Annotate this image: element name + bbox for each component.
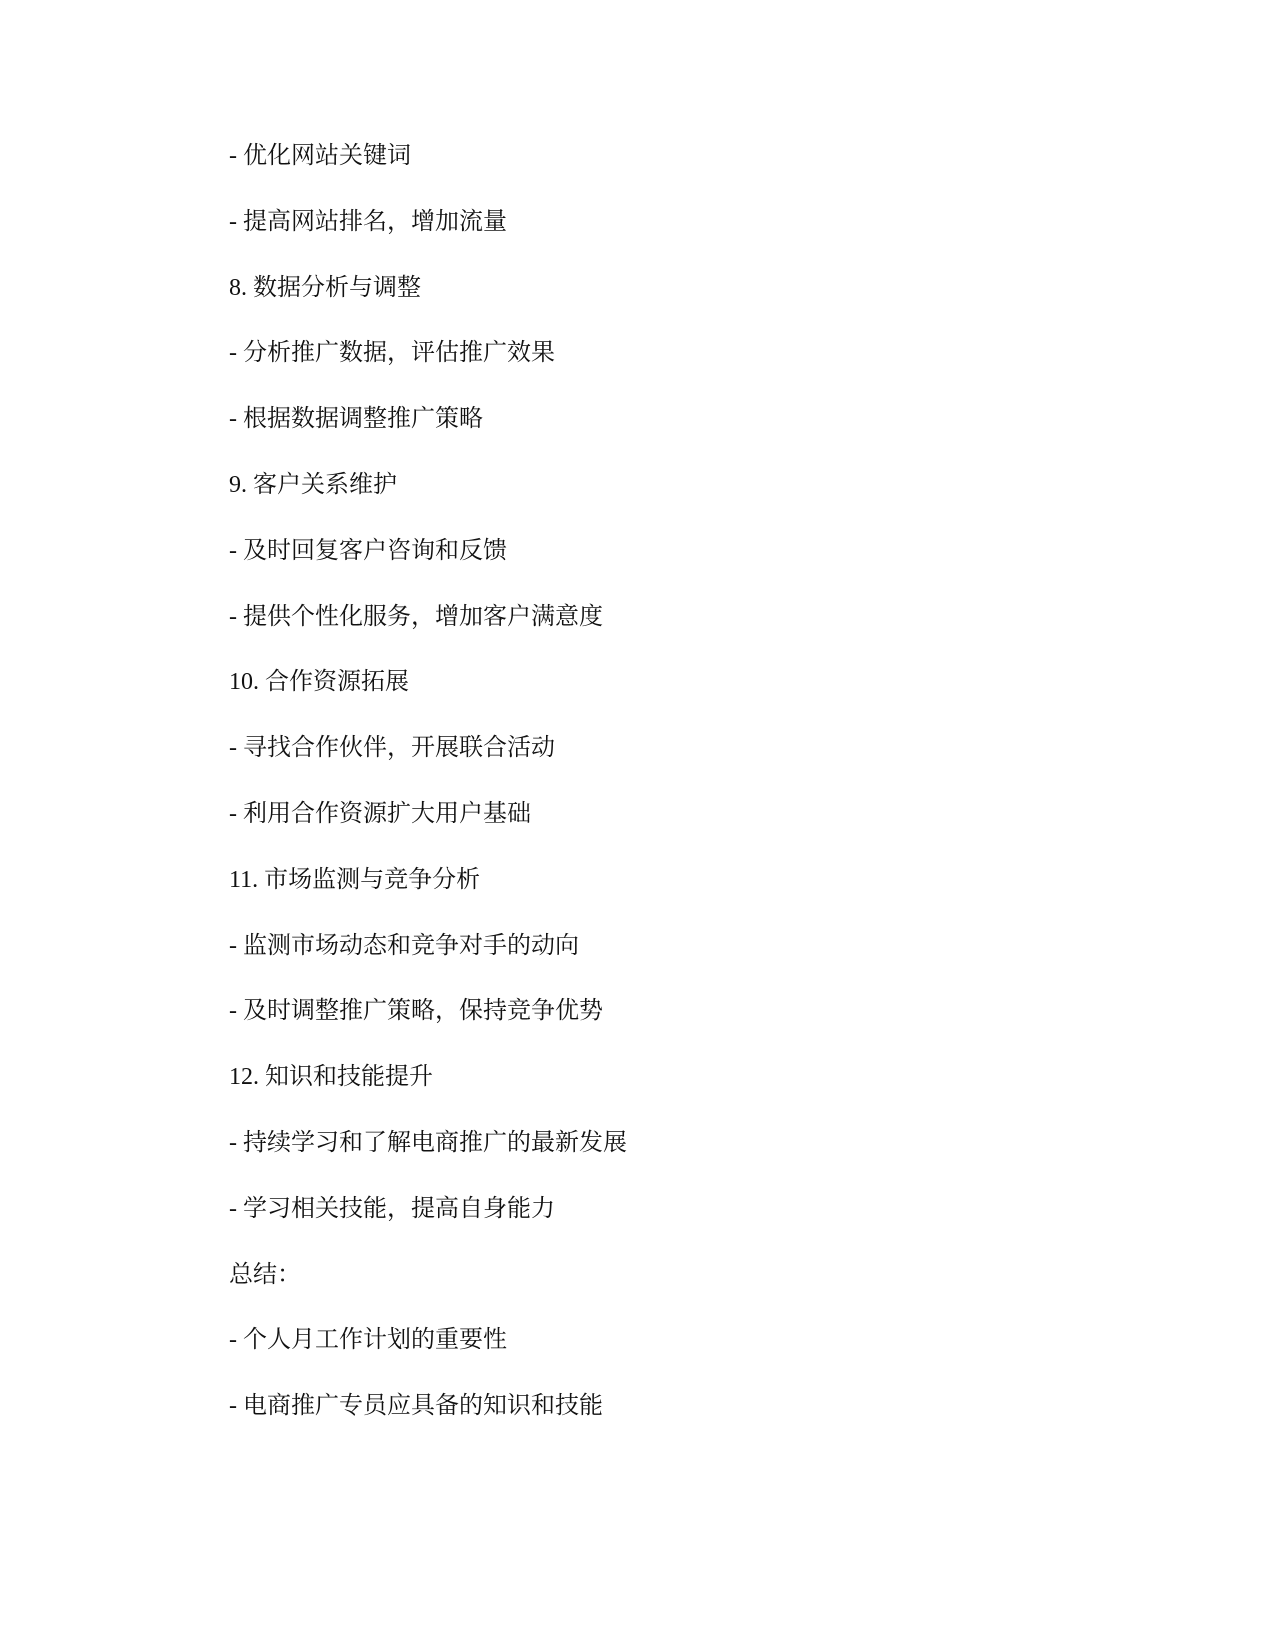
bullet-find-partners: - 寻找合作伙伴，开展联合活动: [229, 735, 555, 762]
bullet-adjust-strategy: - 根据数据调整推广策略: [229, 406, 483, 433]
summary-bullet-required-skills: - 电商推广专员应具备的知识和技能: [229, 1393, 603, 1420]
bullet-improve-skills: - 学习相关技能，提高自身能力: [229, 1195, 555, 1222]
bullet-continuous-learning: - 持续学习和了解电商推广的最新发展: [229, 1129, 627, 1156]
section-heading-12: 12. 知识和技能提升: [229, 1064, 433, 1091]
document-body: [229, 140, 1129, 1456]
bullet-analyze-data: - 分析推广数据，评估推广效果: [229, 340, 555, 367]
summary-bullet-plan-importance: - 个人月工作计划的重要性: [229, 1327, 507, 1354]
bullet-reply-customers: - 及时回复客户咨询和反馈: [229, 537, 507, 564]
bullet-expand-user-base: - 利用合作资源扩大用户基础: [229, 800, 531, 827]
bullet-optimize-keywords: - 优化网站关键词: [229, 143, 411, 169]
bullet-keep-advantage: - 及时调整推广策略，保持竞争优势: [229, 998, 603, 1025]
bullet-improve-ranking: - 提高网站排名，增加流量: [229, 208, 507, 235]
bullet-personalized-service: - 提供个性化服务，增加客户满意度: [229, 603, 603, 630]
section-heading-11: 11. 市场监测与竞争分析: [229, 866, 481, 893]
bullet-monitor-market: - 监测市场动态和竞争对手的动向: [229, 932, 579, 959]
section-heading-8: 8. 数据分析与调整: [229, 274, 421, 301]
section-heading-10: 10. 合作资源拓展: [229, 669, 409, 696]
section-heading-9: 9. 客户关系维护: [229, 471, 397, 498]
summary-heading: 总结：: [229, 1261, 301, 1288]
